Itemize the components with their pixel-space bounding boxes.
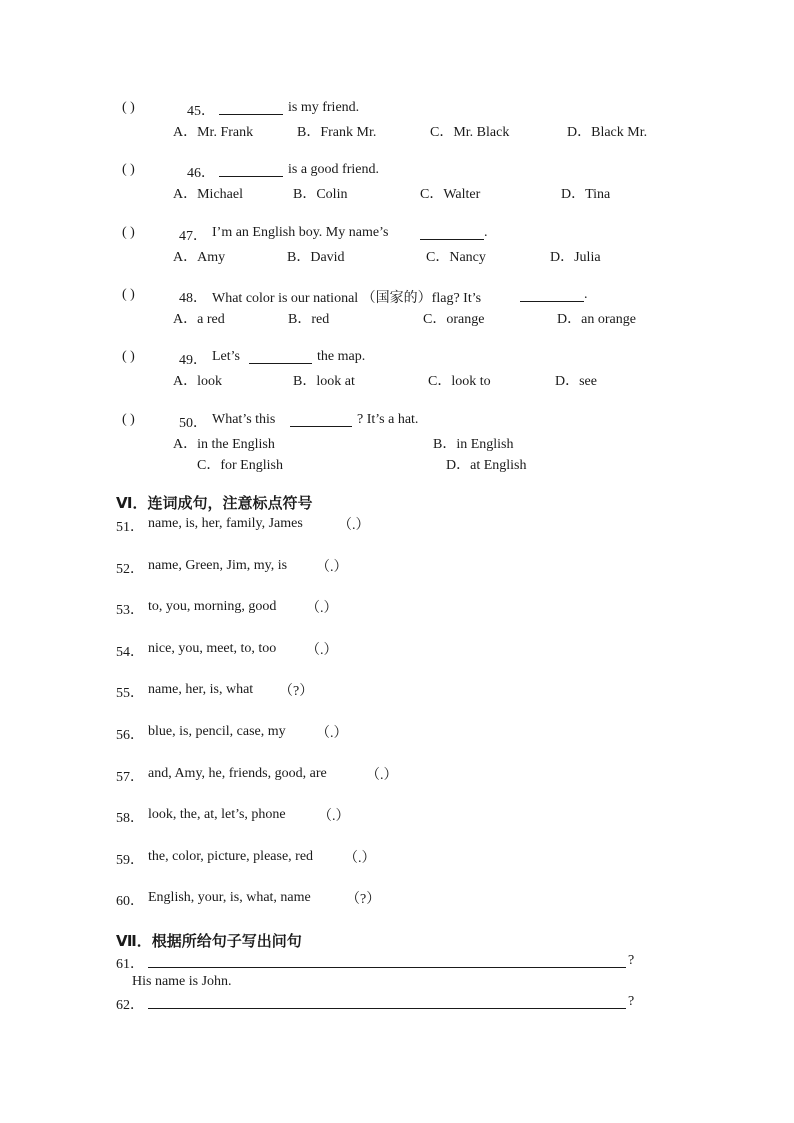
item-number: 58． [116,811,144,826]
item-punctuation: （.） [316,726,348,741]
answer-paren[interactable]: ( ) [122,349,135,364]
option-d[interactable]: D．at English [446,458,527,473]
answer-paren[interactable]: ( ) [122,412,135,427]
item-words: the, color, picture, please, red [148,849,314,864]
question-stem: is my friend. [288,100,360,115]
item-number: 61． [116,957,144,972]
question-stem-end: the map. [317,349,366,364]
option-d[interactable]: D．an orange [557,312,636,327]
item-number: 57． [116,770,144,785]
item-number: 60． [116,894,144,909]
question-number: 47． [179,229,207,244]
answer-line[interactable] [148,967,626,968]
item-number: 54． [116,645,144,660]
item-punctuation: （.） [344,851,376,866]
option-c[interactable]: C．for English [197,458,283,473]
option-b[interactable]: B．in English [433,437,514,452]
option-d[interactable]: D．Black Mr. [567,125,648,140]
option-c[interactable]: C．Nancy [426,250,486,265]
item-punctuation: （.） [306,643,338,658]
item-words: nice, you, meet, to, too [148,641,277,656]
answer-paren[interactable]: ( ) [122,100,135,115]
question-stem: What color is our national （国家的）flag? It’s [212,291,482,306]
question-stem-end: ? It’s a hat. [357,412,419,427]
option-c[interactable]: C．orange [423,312,485,327]
item-punctuation: （.） [316,560,348,575]
question-stem: I’m an English boy. My name’s [212,225,389,240]
item-punctuation: （.） [366,768,398,783]
question-number: 45． [187,104,215,119]
item-words: and, Amy, he, friends, good, are [148,766,327,781]
option-a[interactable]: A．in the English [173,437,275,452]
question-stem-end: . [484,225,488,240]
item-punctuation: （.） [318,809,350,824]
item-number: 52． [116,562,144,577]
question-stem: is a good friend. [288,162,379,177]
item-words: name, her, is, what [148,682,254,697]
question-mark: ? [628,953,635,968]
item-number: 53． [116,603,144,618]
item-punctuation: （?） [279,684,314,699]
answer-blank[interactable] [420,227,484,240]
question-number: 46． [187,166,215,181]
answer-paren[interactable]: ( ) [122,225,135,240]
answer-blank[interactable] [290,414,352,427]
question-number: 50． [179,416,207,431]
option-a[interactable]: A．Michael [173,187,243,202]
question-stem-end: . [584,287,588,302]
question-mark: ? [628,994,635,1009]
answer-paren[interactable]: ( ) [122,162,135,177]
item-number: 62． [116,998,144,1013]
item-punctuation: （.） [338,518,370,533]
answer-blank[interactable] [520,289,584,302]
question-stem: What’s this [212,412,276,427]
option-b[interactable]: B．red [288,312,330,327]
section-6-title: Ⅵ．连词成句，注意标点符号 [116,494,313,512]
item-words: look, the, at, let’s, phone [148,807,286,822]
option-a[interactable]: A．a red [173,312,225,327]
option-d[interactable]: D．Julia [550,250,601,265]
item-words: name, Green, Jim, my, is [148,558,288,573]
item-words: to, you, morning, good [148,599,277,614]
item-punctuation: （.） [306,601,338,616]
option-b[interactable]: B．Frank Mr. [297,125,377,140]
item-words: blue, is, pencil, case, my [148,724,286,739]
question-stem: Let’s [212,349,240,364]
item-words: English, your, is, what, name [148,890,311,905]
option-b[interactable]: B．David [287,250,345,265]
option-c[interactable]: C．Walter [420,187,481,202]
answer-blank[interactable] [219,164,283,177]
answer-line[interactable] [148,1008,626,1009]
option-b[interactable]: B．Colin [293,187,348,202]
answer-blank[interactable] [219,102,283,115]
item-number: 56． [116,728,144,743]
option-d[interactable]: D．Tina [561,187,611,202]
option-d[interactable]: D．see [555,374,597,389]
item-words: name, is, her, family, James [148,516,303,531]
option-c[interactable]: C．Mr. Black [430,125,510,140]
answer-blank[interactable] [249,351,312,364]
section-7-title: Ⅶ．根据所给句子写出问句 [116,932,302,950]
option-a[interactable]: A．look [173,374,222,389]
item-number: 51． [116,520,144,535]
option-a[interactable]: A．Amy [173,250,226,265]
option-c[interactable]: C．look to [428,374,491,389]
item-number: 59． [116,853,144,868]
given-sentence: His name is John. [132,974,232,989]
question-number: 48． [179,291,207,306]
option-b[interactable]: B．look at [293,374,355,389]
item-number: 55． [116,686,144,701]
question-number: 49． [179,353,207,368]
option-a[interactable]: A．Mr. Frank [173,125,254,140]
answer-paren[interactable]: ( ) [122,287,135,302]
item-punctuation: （?） [346,892,381,907]
